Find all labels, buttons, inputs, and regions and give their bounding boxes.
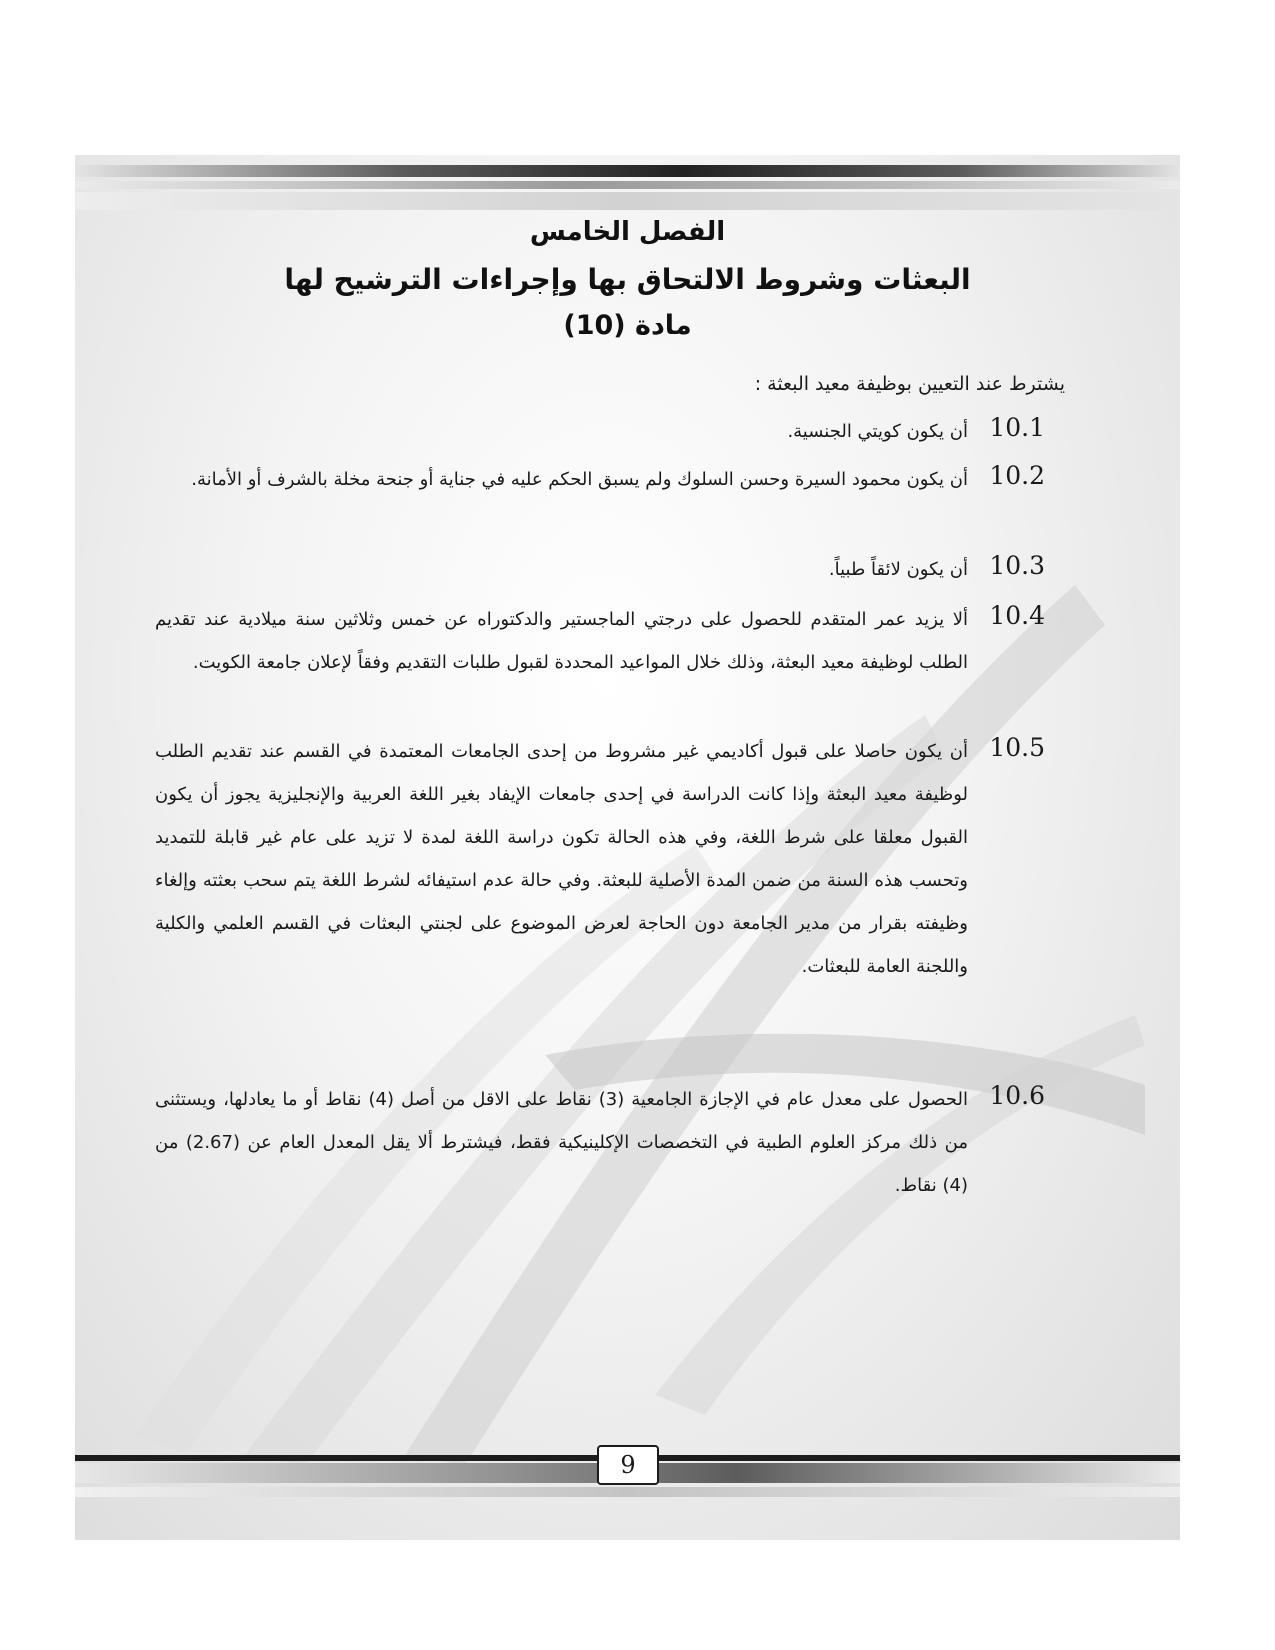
item-text: أن يكون حاصلا على قبول أكاديمي غير مشروط من إحدى الجامعات المعتمدة في القسم عند تقديم الطلب لوظيفة معيد البعثة وإذا كانت الدراسة في إحدى جامعات الإيفاد بغير اللغة العربية والإنجليزية يجوز أن يكون القبول معلقا على شرط اللغة، وفي هذه الحالة تكون دراسة اللغة لمدة لا تزيد على عام غير قابلة للتمديد وتحسب هذه السنة من ضمن المدة الأصلية للبعثة. وفي حالة عدم استيفائه لشرط اللغة يتم سحب بعثته وإلغاء وظيفته بقرار من مدير الجامعة دون الحاجة لعرض الموضوع على لجنتي البعثات في القسم العلمي والكلية واللجنة العامة للبعثات. — [155, 741, 968, 977]
item-text: الحصول على معدل عام في الإجازة الجامعية (3) نقاط على الاقل من أصل (4) نقاط أو ما يعادلها، ويستثنى من ذلك مركز العلوم الطبية في التخصصات الإكلينيكية فقط، فيشترط ألا يقل المعدل العام عن (2.67) من (4) نقاط. — [155, 1089, 968, 1196]
top-decorative-band — [75, 181, 1180, 189]
item-number: 10.3 — [989, 551, 1045, 580]
top-decorative-band — [75, 192, 1180, 210]
item-number: 10.4 — [989, 601, 1045, 630]
article-heading: مادة (10) — [563, 310, 692, 341]
bottom-decorative-band — [75, 1487, 1180, 1497]
document-page — [75, 155, 1180, 1540]
chapter-title: البعثات وشروط الالتحاق بها وإجراءات الترشيح لها — [284, 263, 971, 296]
item-number: 10.2 — [989, 461, 1045, 490]
item-number: 10.5 — [989, 733, 1045, 762]
page-number: 9 — [597, 1445, 659, 1485]
intro-text: يشترط عند التعيين بوظيفة معيد البعثة : — [754, 373, 1065, 395]
item-text: أن يكون محمود السيرة وحسن السلوك ولم يسبق الحكم عليه في جناية أو جنحة مخلة بالشرف أو الأمانة. — [191, 469, 968, 490]
item-text: أن يكون لائقاً طبياً. — [828, 559, 968, 580]
item-text: ألا يزيد عمر المتقدم للحصول على درجتي الماجستير والدكتوراه عن خمس وثلاثين سنة ميلادية عند تقديم الطلب لوظيفة معيد البعثة، وذلك خلال المواعيد المحددة لقبول طلبات التقديم وفقاً لإعلان جامعة الكويت. — [155, 609, 968, 673]
item-number: 10.6 — [989, 1081, 1045, 1110]
item-text: أن يكون كويتي الجنسية. — [787, 421, 968, 442]
chapter-heading: الفصل الخامس — [529, 217, 726, 247]
item-number: 10.1 — [989, 413, 1045, 442]
top-decorative-band — [75, 165, 1180, 177]
